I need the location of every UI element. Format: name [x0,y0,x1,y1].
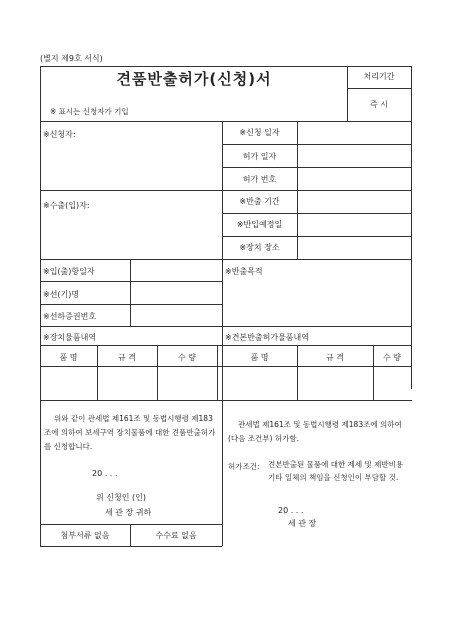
sample-list-label: ※견본반출허가물품내역 [225,333,309,342]
column-header: 품 명 [59,353,78,362]
processing-period-value: 즉 시 [370,100,388,109]
out-period-label: ※반출 기간 [239,197,280,206]
permit-date: 20 . . . [278,506,304,515]
addressee: 세 관 장 귀하 [105,508,152,517]
column-header: 품 명 [250,353,269,362]
exporter-label: ※수출(입)자: [43,201,90,210]
entry-date-label: ※입(출)항일자 [43,267,95,276]
ship-name-label: ※선(기)명 [43,290,80,299]
attachments-label: 첨부서류 없음 [60,531,110,540]
application-date: 20 . . . [92,469,118,478]
customs-chief-signer: 세 관 장 [288,519,317,528]
column-header: 규 격 [326,353,344,362]
applicant-signature: 위 신청인 (인) [96,493,146,502]
page-title: 견품반출허가(신청)서 [116,70,272,88]
storage-place-label: ※장치 장소 [239,243,280,252]
purpose-label: ※반출목적 [225,267,263,276]
column-header: 수 량 [383,353,401,362]
instruction-note: ※ 표시는 신청자가 기입 [50,107,129,116]
return-date-label: ※반입예정일 [236,220,283,229]
permit-text: 관세법 제161조 및 동법시행령 제183조에 의하여(다음 조건부) 허가함. [228,420,402,443]
apply-date-label: ※신청 일자 [239,128,280,137]
permit-number-label: 허가 번호 [242,175,277,184]
permit-date-label: 허가 일자 [242,152,277,161]
bl-number-label: ※선하증권번호 [43,312,97,321]
form-number: (별지 제9호 서식) [40,54,103,63]
applicant-label: ※신청자: [43,130,76,139]
processing-period-label: 처리기간 [363,72,395,81]
column-header: 규 격 [118,353,136,362]
goods-list-label: ※장치물품내역 [43,333,97,342]
permit-condition-label: 허가조건: [228,462,260,471]
permit-condition-text: 견본반출된 물품에 대한 제세 및 제반비용 기타 일체의 책임을 신청인이 부담할 것. [268,460,404,482]
column-header: 수 량 [178,353,196,362]
fee-label: 수수료 없음 [155,531,197,540]
application-text: 위와 같이 관세법 제161조 및 동법시행령 제183조에 의하여 보세구역 장치물품에 대한 견품반출허가를 신청합니다. [44,414,216,451]
